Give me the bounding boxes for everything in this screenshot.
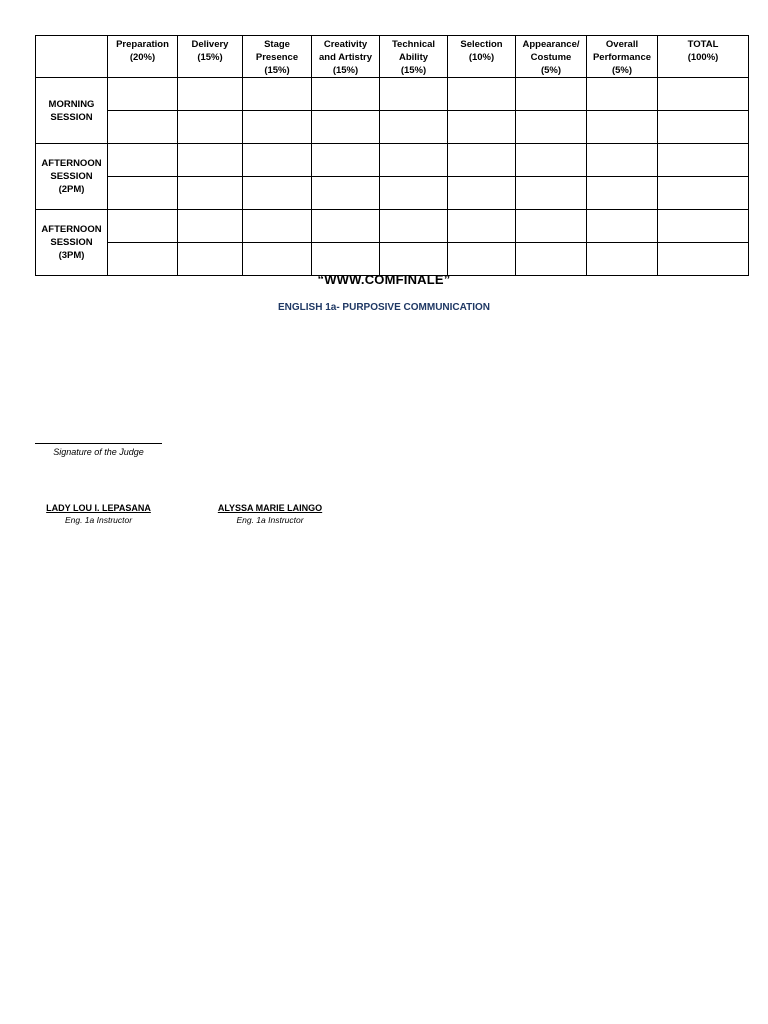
header-appearance-costume: Appearance/ Costume (5%) — [516, 36, 587, 78]
score-cell — [380, 177, 448, 210]
score-cell — [178, 210, 243, 243]
score-cell — [516, 243, 587, 276]
course-title: ENGLISH 1a- PURPOSIVE COMMUNICATION — [277, 302, 491, 313]
score-cell — [380, 144, 448, 177]
header-preparation: Preparation (20%) — [108, 36, 178, 78]
score-cell — [178, 177, 243, 210]
table-row-morning-b — [36, 111, 749, 144]
score-cell — [243, 144, 312, 177]
instructor-name: LADY LOU I. LEPASANA — [46, 503, 151, 513]
score-cell — [448, 144, 516, 177]
header-overall-performance: Overall Performance (5%) — [587, 36, 658, 78]
table-row-afternoon-2pm-a — [36, 144, 749, 177]
instructor-role: Eng. 1a Instructor — [236, 515, 304, 525]
score-cell — [178, 144, 243, 177]
score-cell — [108, 243, 178, 276]
total-cell — [658, 111, 749, 144]
score-cell — [108, 144, 178, 177]
score-cell — [516, 210, 587, 243]
instructor-role: Eng. 1a Instructor — [64, 515, 133, 525]
header-delivery: Delivery (15%) — [178, 36, 243, 78]
score-cell — [516, 177, 587, 210]
header-corner-cell — [36, 36, 108, 78]
header-row — [36, 36, 749, 78]
score-cell — [380, 78, 448, 111]
score-cell — [312, 243, 380, 276]
session-label-afternoon-3pm: AFTERNOON SESSION (3PM) — [36, 210, 108, 276]
header-technical-ability: Technical Ability (15%) — [380, 36, 448, 78]
score-cell — [516, 144, 587, 177]
score-cell — [448, 243, 516, 276]
header-selection: Selection (10%) — [448, 36, 516, 78]
total-cell — [658, 243, 749, 276]
score-cell — [587, 177, 658, 210]
header-total: TOTAL (100%) — [658, 36, 749, 78]
score-cell — [587, 243, 658, 276]
score-cell — [587, 210, 658, 243]
event-title: “WWW.COMFINALE” — [317, 272, 451, 287]
score-cell — [448, 177, 516, 210]
table-row-afternoon-2pm-b — [36, 177, 749, 210]
score-cell — [108, 210, 178, 243]
score-cell — [108, 111, 178, 144]
score-cell — [108, 177, 178, 210]
header-creativity-artistry: Creativity and Artistry (15%) — [312, 36, 380, 78]
header-stage-presence: Stage Presence (15%) — [243, 36, 312, 78]
instructor-name: ALYSSA MARIE LAINGO — [217, 503, 323, 513]
total-cell — [658, 144, 749, 177]
score-cell — [108, 78, 178, 111]
score-cell — [587, 78, 658, 111]
table-row-afternoon-3pm-a — [36, 210, 749, 243]
score-cell — [178, 111, 243, 144]
signature-label: Signature of the Judge — [53, 447, 144, 457]
table-row-morning-a — [36, 78, 749, 111]
score-cell — [587, 144, 658, 177]
score-cell — [243, 78, 312, 111]
score-cell — [312, 111, 380, 144]
score-cell — [380, 210, 448, 243]
score-cell — [516, 111, 587, 144]
score-cell — [312, 144, 380, 177]
instructor-block — [205, 503, 335, 525]
score-cell — [516, 78, 587, 111]
score-cell — [243, 243, 312, 276]
score-cell — [448, 111, 516, 144]
score-cell — [312, 210, 380, 243]
score-cell — [587, 111, 658, 144]
score-cell — [243, 111, 312, 144]
score-cell — [380, 243, 448, 276]
score-cell — [243, 210, 312, 243]
total-cell — [658, 210, 749, 243]
total-cell — [658, 78, 749, 111]
score-cell — [448, 210, 516, 243]
score-cell — [312, 78, 380, 111]
table-row-afternoon-3pm-b — [36, 243, 749, 276]
session-label-afternoon-2pm: AFTERNOON SESSION (2PM) — [36, 144, 108, 210]
score-cell — [312, 177, 380, 210]
instructor-block — [35, 503, 162, 525]
score-cell — [178, 243, 243, 276]
score-cell — [243, 177, 312, 210]
judging-score-table — [35, 35, 749, 276]
signature-line — [35, 443, 162, 444]
session-label-morning: MORNING SESSION — [36, 78, 108, 144]
score-cell — [178, 78, 243, 111]
score-cell — [448, 78, 516, 111]
score-cell — [380, 111, 448, 144]
total-cell — [658, 177, 749, 210]
